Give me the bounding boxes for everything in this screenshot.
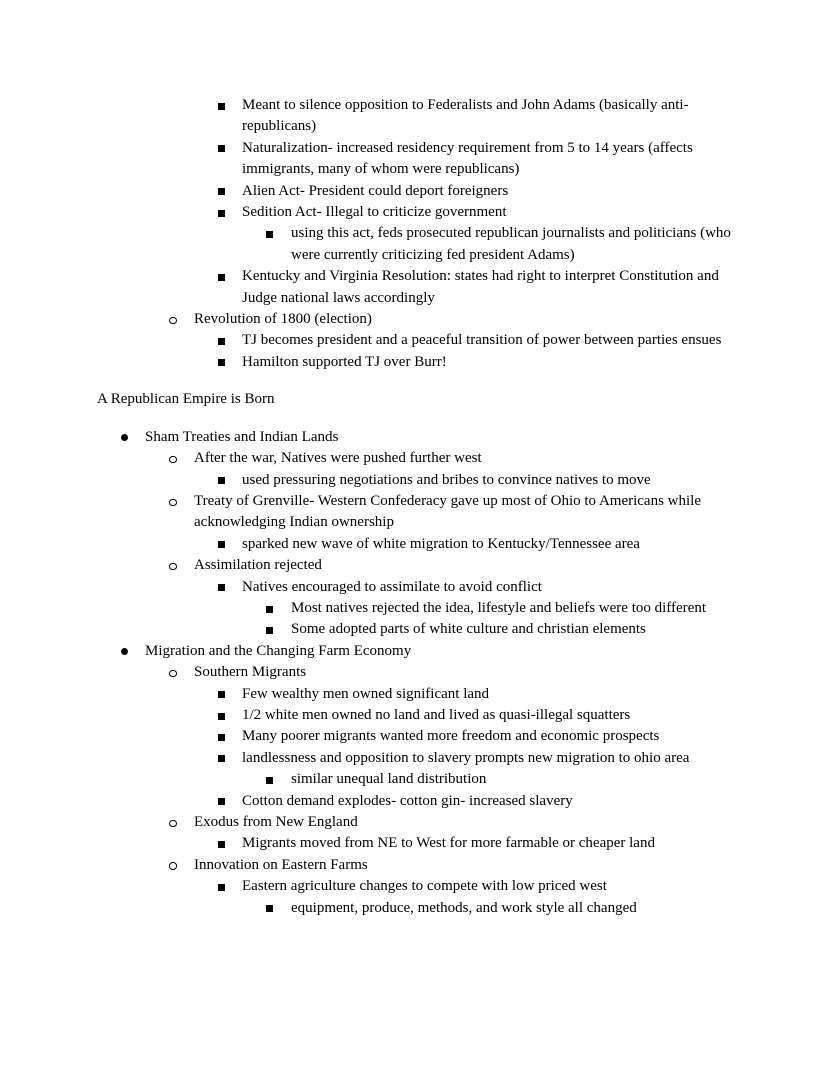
list-item: [97, 555, 731, 576]
square-bullet-icon: [218, 210, 225, 217]
list-item-text: Sham Treaties and Indian Lands: [145, 428, 339, 445]
square-bullet-icon: [266, 606, 273, 613]
list-item: [97, 619, 731, 640]
circle-bullet-icon: [169, 862, 177, 870]
document-body: [97, 95, 731, 919]
list-item-text: Naturalization- increased residency requirement from 5 to 14 years (affects immigrants, many of whom were republicans): [242, 139, 693, 178]
list-item-text: sparked new wave of white migration to Kentucky/Tennessee area: [242, 535, 640, 552]
circle-bullet-icon: [169, 820, 177, 828]
list-item: [97, 876, 731, 897]
square-bullet-icon: [218, 338, 225, 345]
list-item-text: Few wealthy men owned significant land: [242, 685, 490, 702]
list-item-text: After the war, Natives were pushed further west: [194, 450, 482, 467]
list-item-text: Migrants moved from NE to West for more farmable or cheaper land: [242, 835, 655, 852]
list-item-text: Meant to silence opposition to Federalists and John Adams (basically anti-republicans): [242, 97, 689, 135]
list-item-text: Migration and the Changing Farm Economy: [145, 642, 412, 659]
square-bullet-icon: [218, 359, 225, 366]
square-bullet-icon: [218, 755, 225, 762]
list-item: [97, 352, 731, 373]
square-bullet-icon: [218, 274, 225, 281]
square-bullet-icon: [218, 541, 225, 548]
list-item: [97, 662, 731, 683]
list-item-text: Kentucky and Virginia Resolution: states had right to interpret Constitution and Judge national laws accordingly: [242, 268, 719, 306]
square-bullet-icon: [218, 841, 225, 848]
list-item: [97, 748, 731, 769]
circle-bullet-icon: [169, 456, 177, 464]
disc-bullet-icon: [121, 434, 128, 441]
list-item-text: Many poorer migrants wanted more freedom and economic prospects: [242, 728, 660, 745]
list-item: [97, 309, 731, 330]
list-item: [97, 598, 731, 619]
list-item: [97, 95, 731, 138]
list-item: [97, 138, 731, 181]
square-bullet-icon: [218, 734, 225, 741]
list-item: [97, 577, 731, 598]
list-item-text: similar unequal land distribution: [291, 771, 487, 788]
list-item-text: Assimilation rejected: [194, 557, 322, 574]
list-item: [97, 812, 731, 833]
list-item: [97, 769, 731, 790]
list-item-text: Eastern agriculture changes to compete with low priced west: [242, 878, 607, 895]
square-bullet-icon: [218, 188, 225, 195]
list-item: [97, 534, 731, 555]
square-bullet-icon: [218, 103, 225, 110]
list-item-text: A Republican Empire is Born: [97, 391, 275, 408]
list-item: [97, 726, 731, 747]
circle-bullet-icon: [169, 563, 177, 571]
list-item-text: 1/2 white men owned no land and lived as quasi-illegal squatters: [242, 706, 631, 723]
list-item: [97, 448, 731, 469]
list-item-text: equipment, produce, methods, and work style all changed: [291, 899, 637, 916]
list-item-text: Sedition Act- Illegal to criticize government: [242, 204, 507, 221]
square-bullet-icon: [218, 713, 225, 720]
list-item: [97, 202, 731, 223]
list-item: [97, 491, 731, 534]
list-item: [97, 833, 731, 854]
list-item: [97, 898, 731, 919]
list-item: [97, 791, 731, 812]
square-bullet-icon: [218, 884, 225, 891]
list-item-text: Some adopted parts of white culture and christian elements: [291, 621, 646, 638]
list-item-text: Southern Migrants: [194, 664, 307, 681]
list-item: [97, 705, 731, 726]
list-item: [97, 223, 731, 266]
list-item-text: Innovation on Eastern Farms: [194, 856, 368, 873]
disc-bullet-icon: [121, 648, 128, 655]
list-item-text: Natives encouraged to assimilate to avoid conflict: [242, 578, 542, 595]
square-bullet-icon: [266, 777, 273, 784]
square-bullet-icon: [218, 584, 225, 591]
list-item: [97, 266, 731, 309]
section-heading: [97, 389, 731, 410]
list-item: [97, 330, 731, 351]
list-item-text: Cotton demand explodes- cotton gin- increased slavery: [242, 792, 573, 809]
list-item-text: landlessness and opposition to slavery prompts new migration to ohio area: [242, 749, 690, 766]
list-item-text: used pressuring negotiations and bribes to convince natives to move: [242, 471, 651, 488]
square-bullet-icon: [218, 691, 225, 698]
square-bullet-icon: [218, 798, 225, 805]
square-bullet-icon: [266, 905, 273, 912]
list-item-text: Alien Act- President could deport foreigners: [242, 182, 509, 199]
list-item: [97, 470, 731, 491]
list-item-text: using this act, feds prosecuted republican journalists and politicians (who were currently criticizing fed president Adams): [291, 225, 731, 263]
list-item: [97, 181, 731, 202]
square-bullet-icon: [218, 477, 225, 484]
list-item: [97, 684, 731, 705]
circle-bullet-icon: [169, 499, 177, 507]
square-bullet-icon: [218, 145, 225, 152]
list-item-text: Most natives rejected the idea, lifestyle and beliefs were too different: [291, 599, 706, 616]
circle-bullet-icon: [169, 317, 177, 325]
circle-bullet-icon: [169, 670, 177, 678]
list-item-text: Hamilton supported TJ over Burr!: [242, 353, 447, 370]
list-item-text: Exodus from New England: [194, 814, 358, 830]
list-item: [97, 427, 731, 448]
square-bullet-icon: [266, 231, 273, 238]
list-item-text: Treaty of Grenville- Western Confederacy gave up most of Ohio to Americans while acknowledging Indian ownership: [194, 492, 701, 531]
list-item-text: TJ becomes president and a peaceful transition of power between parties ensues: [242, 332, 722, 349]
list-item-text: Revolution of 1800 (election): [194, 311, 372, 328]
list-item: [97, 855, 731, 876]
list-item: [97, 641, 731, 662]
square-bullet-icon: [266, 627, 273, 634]
